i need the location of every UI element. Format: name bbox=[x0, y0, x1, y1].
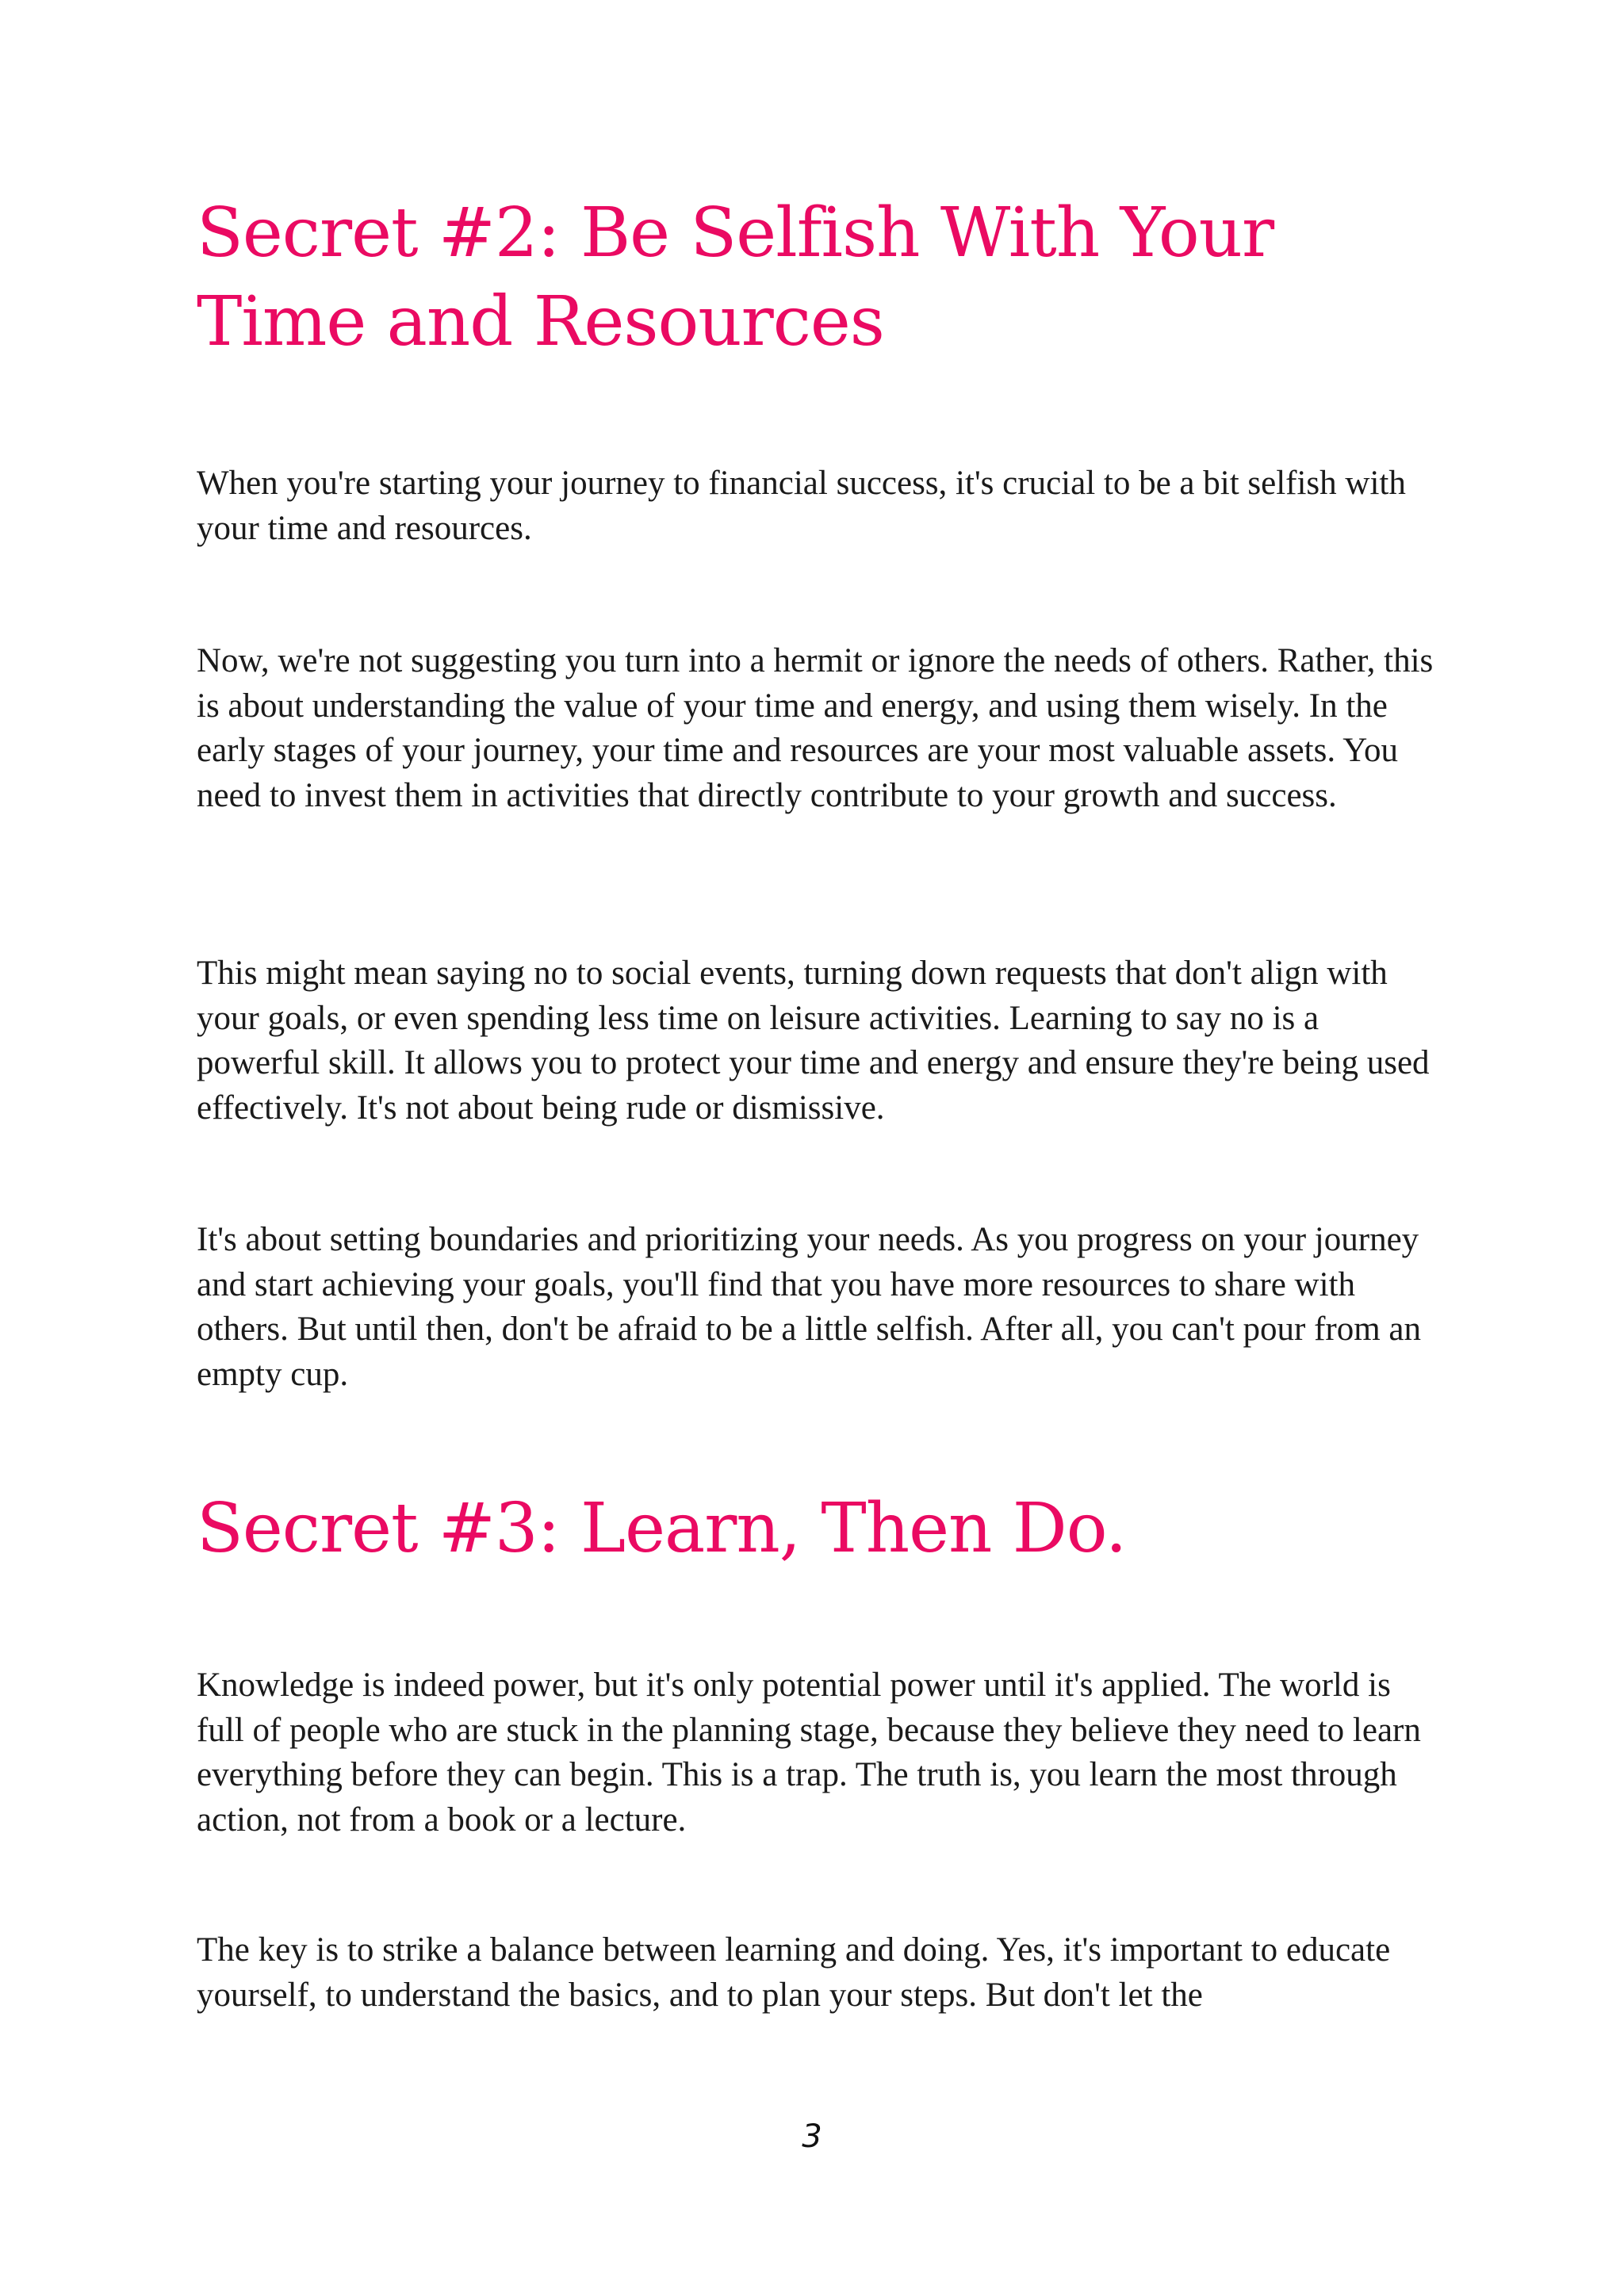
paragraph: When you're starting your journey to financial success, it's crucial to be a bit selfish with your time and resources. bbox=[197, 465, 1406, 547]
page-number: 3 bbox=[802, 2118, 822, 2155]
section-heading-secret-3: Secret #3: Learn, Then Do. bbox=[197, 1489, 1127, 1568]
section-heading-secret-2: Secret #2: Be Selfish With Your Time and Resources bbox=[197, 193, 1274, 362]
paragraph: Now, we're not suggesting you turn into a hermit or ignore the needs of others. Rather, this is about understanding the value of your time and energy, and using them wisely. In the early stages of your journey, your time and resources are your most valuable assets. You need to invest them in activities that directly contribute to your growth and success. bbox=[197, 642, 1434, 814]
paragraph: The key is to strike a balance between learning and doing. Yes, it's important to educate yourself, to understand the basics, and to plan your steps. But don't let the bbox=[197, 1931, 1391, 2014]
paragraph: Knowledge is indeed power, but it's only potential power until it's applied. The world is full of people who are stuck in the planning stage, because they believe they need to learn everything before they can begin. This is a trap. The truth is, you learn the most through action, not from a book or a lecture. bbox=[197, 1667, 1421, 1839]
paragraph: It's about setting boundaries and prioritizing your needs. As you progress on your journey and start achieving your goals, you'll find that you have more resources to share with others. But until then, don't be afraid to be a little selfish. After all, you can't pour from an empty cup. bbox=[197, 1221, 1422, 1393]
paragraph: This might mean saying no to social events, turning down requests that don't align with your goals, or even spending less time on leisure activities. Learning to say no is a powerful skill. It allows you to protect your time and energy and ensure they're being used effectively. It's not about being rude or dismissive. bbox=[197, 955, 1430, 1127]
